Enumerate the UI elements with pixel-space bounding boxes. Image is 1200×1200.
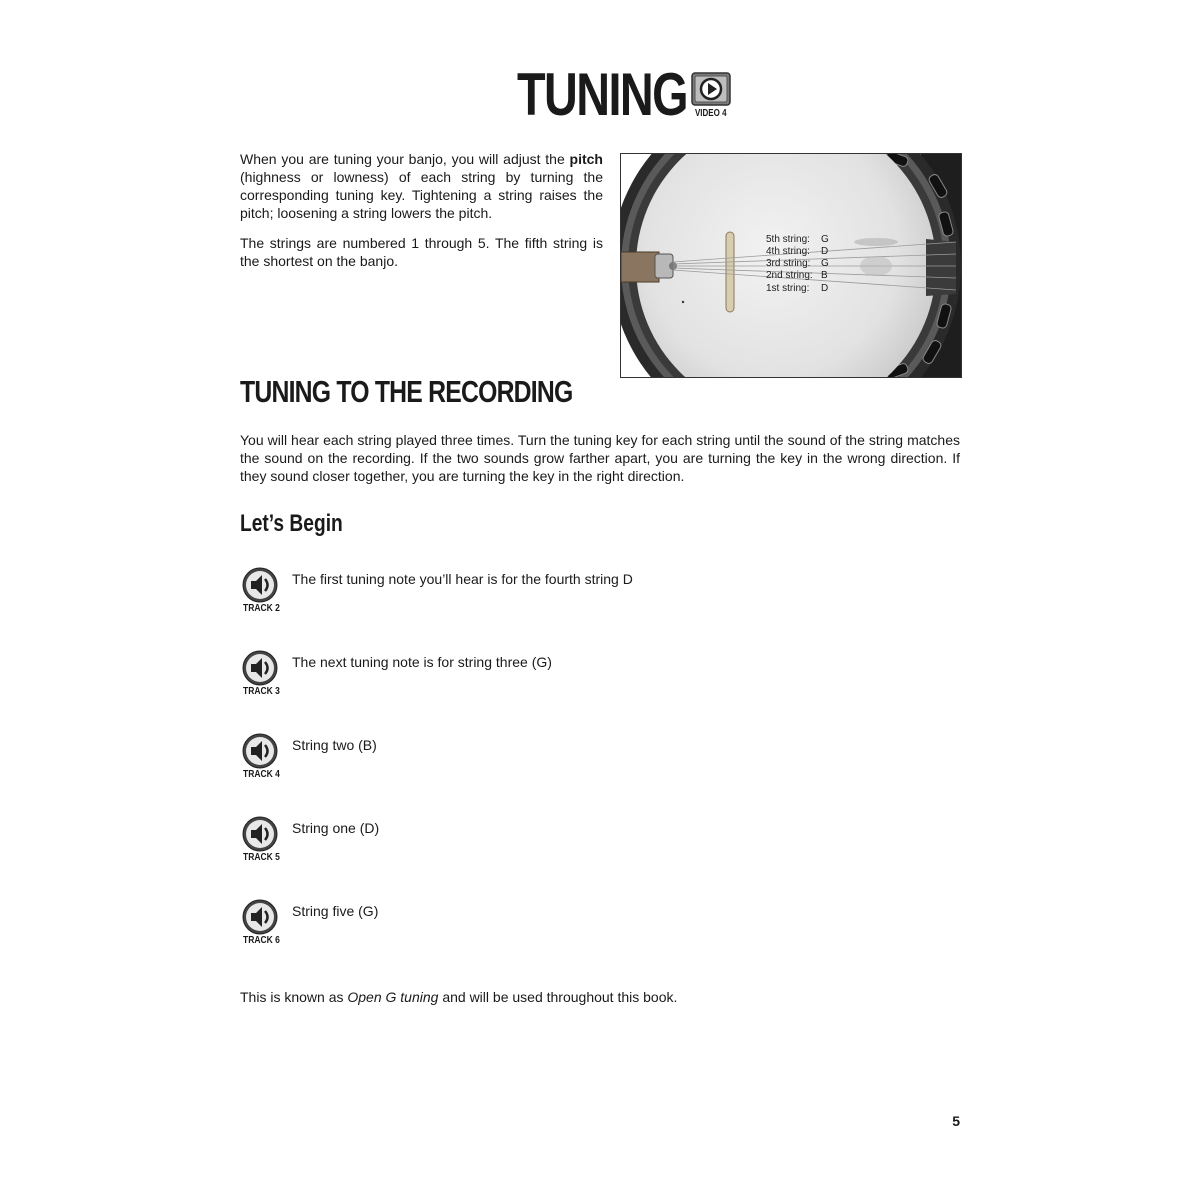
page-header xyxy=(0,62,1200,128)
track-item[interactable] xyxy=(240,816,960,876)
intro-p1-start: When you are tuning your banjo, you will adjust the xyxy=(240,151,570,167)
section-body: You will hear each string played three times. Turn the tuning key for each string until the sound of the string matches the sound on the recording. If the two sounds grow farther apart, you are turning the key in the wrong direction. If they sound closer together, you are turning the key in the right direction. xyxy=(240,432,960,484)
video-label: VIDEO 4 xyxy=(695,108,727,119)
banjo-illustration xyxy=(621,154,961,377)
string-label-1: 1st string: xyxy=(766,283,810,294)
pitch-term: pitch xyxy=(569,151,603,167)
track-description: String one (D) xyxy=(292,820,380,836)
video-badge[interactable] xyxy=(691,72,731,119)
banjo-photo xyxy=(620,153,962,378)
track-description: String two (B) xyxy=(292,737,377,753)
string-label-2: 2nd string: xyxy=(766,270,813,281)
speaker-icon[interactable] xyxy=(242,816,278,852)
track-item[interactable] xyxy=(240,733,960,793)
section-heading: TUNING TO THE RECORDING xyxy=(240,374,573,409)
track-label: TRACK 3 xyxy=(243,686,280,697)
page-number: 5 xyxy=(952,1113,960,1129)
string-note-3: G xyxy=(821,258,829,269)
string-note-2: B xyxy=(821,270,828,281)
string-note-5: G xyxy=(821,234,829,245)
intro-paragraph-2: The strings are numbered 1 through 5. The fifth string is the shortest on the banjo. xyxy=(240,235,603,269)
string-label-4: 4th string: xyxy=(766,246,810,257)
track-label: TRACK 2 xyxy=(243,603,280,614)
intro-paragraph-1 xyxy=(240,150,603,222)
track-item[interactable] xyxy=(240,567,960,627)
string-note-4: D xyxy=(821,246,829,257)
string-label-3: 3rd string: xyxy=(766,258,811,269)
speaker-icon[interactable] xyxy=(242,650,278,686)
speaker-icon[interactable] xyxy=(242,733,278,769)
closing-text xyxy=(240,989,677,1005)
track-label: TRACK 6 xyxy=(243,935,280,946)
track-item[interactable] xyxy=(240,650,960,710)
speaker-icon[interactable] xyxy=(242,899,278,935)
track-description: The first tuning note you’ll hear is for the fourth string D xyxy=(292,571,633,587)
open-g-term: Open G tuning xyxy=(347,989,439,1005)
video-play-icon[interactable] xyxy=(691,72,731,106)
string-note-1: D xyxy=(821,283,829,294)
closing-start: This is known as xyxy=(240,989,348,1005)
title-group xyxy=(469,62,731,128)
track-label: TRACK 5 xyxy=(243,852,280,863)
track-label: TRACK 4 xyxy=(243,769,280,780)
page-title: TUNING xyxy=(516,61,687,128)
intro-text xyxy=(240,150,603,282)
string-label-5: 5th string: xyxy=(766,234,810,245)
speaker-icon[interactable] xyxy=(242,567,278,603)
subsection-heading: Let’s Begin xyxy=(240,510,343,537)
track-description: String five (G) xyxy=(292,903,379,919)
closing-end: and will be used throughout this book. xyxy=(438,989,678,1005)
track-description: The next tuning note is for string three (G) xyxy=(292,654,552,670)
intro-p1-end: (highness or lowness) of each string by turning the corresponding tuning key. Tightening a string raises the pitch; loosening a string lowers the pitch. xyxy=(240,169,603,221)
track-item[interactable] xyxy=(240,899,960,959)
